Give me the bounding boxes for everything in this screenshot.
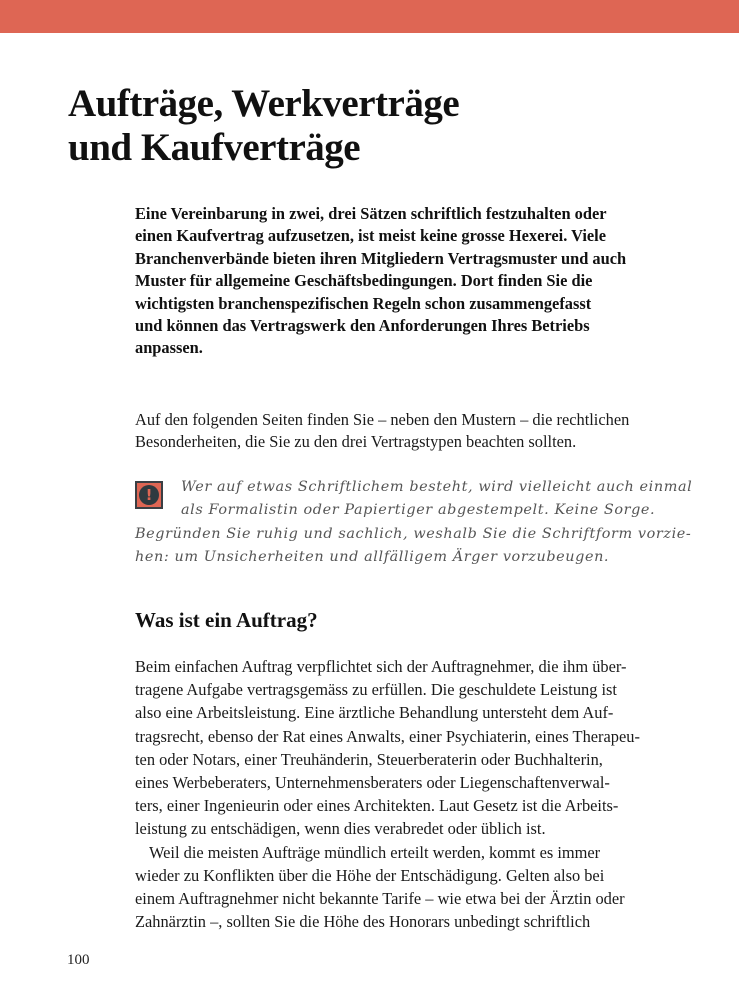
exclamation-warning-icon <box>135 481 163 509</box>
chapter-title <box>68 82 459 170</box>
body-line: Zahnärztin –, sollten Sie die Höhe des Honorars unbedingt schriftlich <box>135 912 591 932</box>
lead-line: anpassen. <box>135 338 203 358</box>
tip-line: Begründen Sie ruhig und sachlich, weshalb Sie die Schriftform vorzie- <box>135 525 692 542</box>
body-line: ters, einer Ingenieurin oder eines Architekten. Laut Gesetz ist die Arbeits- <box>135 796 619 816</box>
page-number: 100 <box>67 952 90 968</box>
body-line: also eine Arbeitsleistung. Eine ärztliche Behandlung untersteht dem Auf- <box>135 703 614 723</box>
exclamation-glyph: ! <box>139 485 159 505</box>
tip-line: hen: um Unsicherheiten und allfälligem Ärger vorzubeugen. <box>135 548 610 565</box>
chapter-color-bar <box>0 0 739 33</box>
body-line: Weil die meisten Aufträge mündlich erteilt werden, kommt es immer <box>149 842 601 862</box>
lead-line: einen Kaufvertrag aufzusetzen, ist meist keine grosse Hexerei. Viele <box>135 226 606 246</box>
tip-text <box>135 476 693 569</box>
section-body <box>135 655 680 933</box>
intro-line: Auf den folgenden Seiten finden Sie – neben den Mustern – die rechtlichen <box>135 410 630 429</box>
warning-tip-box <box>135 476 693 569</box>
body-line: leistung zu entschädigen, wenn dies verabredet oder üblich ist. <box>135 819 546 839</box>
intro-paragraph <box>135 409 675 454</box>
body-line: tragsrecht, ebenso der Rat eines Anwalts, einer Psychiaterin, eines Therapeu- <box>135 726 640 746</box>
lead-line: und können das Vertragswerk den Anforderungen Ihres Betriebs <box>135 316 590 336</box>
body-line: einem Auftragnehmer nicht bekannte Tarife – wie etwa bei der Ärztin oder <box>135 889 625 909</box>
tip-line: als Formalistin oder Papiertiger abgestempelt. Keine Sorge. <box>181 502 656 519</box>
body-line: wieder zu Konflikten über die Höhe der Entschädigung. Gelten also bei <box>135 865 605 885</box>
chapter-title-line: und Kaufverträge <box>68 126 361 169</box>
body-line: Beim einfachen Auftrag verpflichtet sich der Auftragnehmer, die ihm über- <box>135 657 627 676</box>
lead-line: Eine Vereinbarung in zwei, drei Sätzen schriftlich festzuhalten oder <box>135 204 607 223</box>
body-line: ten oder Notars, einer Treuhänderin, Steuerberaterin oder Buchhalterin, <box>135 749 603 769</box>
body-line: eines Werbeberaters, Unternehmensberaters oder Liegenschaftenverwal- <box>135 773 610 793</box>
lead-line: Muster für allgemeine Geschäftsbedingungen. Dort finden Sie die <box>135 271 593 291</box>
section-heading: Was ist ein Auftrag? <box>135 608 318 632</box>
lead-paragraph <box>135 203 675 360</box>
intro-line: Besonderheiten, die Sie zu den drei Vertragstypen beachten sollten. <box>135 432 577 452</box>
chapter-title-line: Aufträge, Werkverträge <box>68 82 460 125</box>
body-line: tragene Aufgabe vertragsgemäss zu erfüllen. Die geschuldete Leistung ist <box>135 680 617 700</box>
lead-line: Branchenverbände bieten ihren Mitgliedern Vertragsmuster und auch <box>135 248 627 268</box>
tip-line: Wer auf etwas Schriftlichem besteht, wird vielleicht auch einmal <box>181 479 693 495</box>
lead-line: wichtigsten branchenspezifischen Regeln schon zusammengefasst <box>135 293 592 313</box>
